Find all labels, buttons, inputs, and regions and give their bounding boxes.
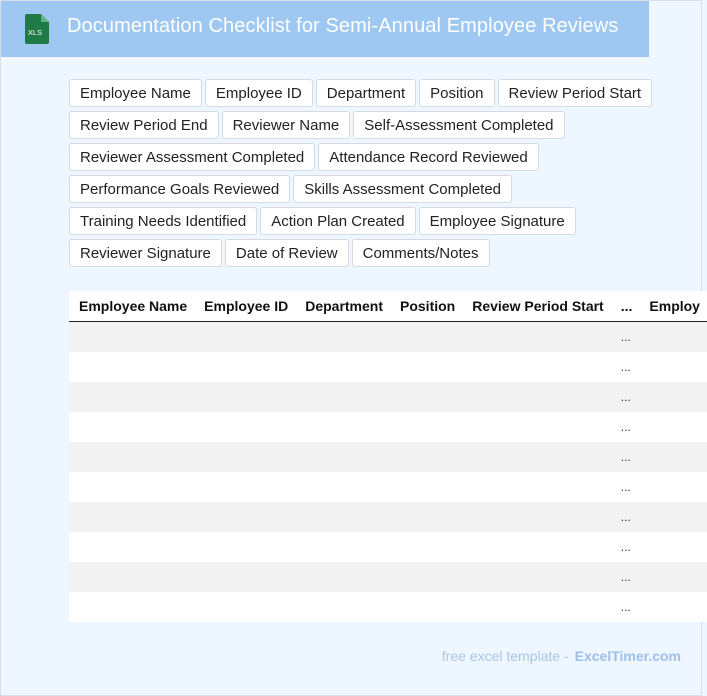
table-cell[interactable] <box>462 382 611 412</box>
page-title: Documentation Checklist for Semi-Annual Employee Reviews <box>67 15 619 37</box>
table-cell[interactable]: ... <box>611 532 640 562</box>
table-cell[interactable]: ... <box>611 442 640 472</box>
table-cell[interactable]: ... <box>611 382 640 412</box>
table-cell[interactable] <box>295 322 390 353</box>
table-cell[interactable] <box>295 442 390 472</box>
field-chip: Employee ID <box>205 79 313 107</box>
table-cell[interactable] <box>390 322 462 353</box>
table-cell[interactable] <box>69 382 194 412</box>
table-cell[interactable] <box>462 592 611 622</box>
column-header: Employee Name <box>69 291 194 322</box>
field-chip: Attendance Record Reviewed <box>318 143 538 171</box>
field-chip: Date of Review <box>225 239 349 267</box>
column-header: Review Period Start <box>462 291 611 322</box>
field-chip: Reviewer Name <box>222 111 351 139</box>
table-cell[interactable]: ... <box>611 592 640 622</box>
table-cell[interactable] <box>462 502 611 532</box>
table-row <box>69 382 707 412</box>
column-header: Employee ID <box>194 291 295 322</box>
table-cell[interactable] <box>295 412 390 442</box>
table-cell[interactable] <box>390 502 462 532</box>
table-cell[interactable] <box>390 442 462 472</box>
table-cell[interactable] <box>639 352 707 382</box>
table-cell[interactable] <box>462 562 611 592</box>
field-chip-list <box>69 79 701 267</box>
table-header-row <box>69 291 707 322</box>
field-chip: Review Period End <box>69 111 219 139</box>
table-cell[interactable] <box>194 502 295 532</box>
table-cell[interactable] <box>69 442 194 472</box>
table-cell[interactable] <box>639 382 707 412</box>
field-chip: Review Period Start <box>498 79 653 107</box>
table-cell[interactable] <box>69 352 194 382</box>
table-cell[interactable]: ... <box>611 502 640 532</box>
table-cell[interactable] <box>462 352 611 382</box>
footer-brand-link[interactable]: ExcelTimer.com <box>574 648 681 664</box>
table-cell[interactable] <box>194 592 295 622</box>
column-header: Department <box>295 291 390 322</box>
page-header <box>1 1 649 57</box>
table-cell[interactable] <box>462 412 611 442</box>
excel-file-icon <box>23 14 49 44</box>
table-cell[interactable] <box>69 532 194 562</box>
column-header: Position <box>390 291 462 322</box>
column-header: Employ <box>639 291 707 322</box>
table-cell[interactable] <box>639 562 707 592</box>
table-cell[interactable] <box>69 412 194 442</box>
table-cell[interactable] <box>639 532 707 562</box>
table-row <box>69 532 707 562</box>
table-cell[interactable] <box>194 532 295 562</box>
table-cell[interactable] <box>639 472 707 502</box>
table-cell[interactable] <box>194 352 295 382</box>
footer-text: free excel template - <box>441 648 569 664</box>
field-chip: Reviewer Signature <box>69 239 222 267</box>
table-cell[interactable] <box>194 322 295 353</box>
table-row <box>69 352 707 382</box>
table-cell[interactable] <box>295 592 390 622</box>
table-row <box>69 502 707 532</box>
table-cell[interactable] <box>390 562 462 592</box>
checklist-table <box>69 291 707 622</box>
table-cell[interactable] <box>295 382 390 412</box>
table-cell[interactable] <box>194 472 295 502</box>
table-cell[interactable] <box>69 592 194 622</box>
table-cell[interactable] <box>390 592 462 622</box>
table-cell[interactable]: ... <box>611 472 640 502</box>
table-row <box>69 442 707 472</box>
table-cell[interactable] <box>295 352 390 382</box>
table-cell[interactable] <box>462 532 611 562</box>
table-cell[interactable]: ... <box>611 322 640 353</box>
table-cell[interactable] <box>69 472 194 502</box>
table-cell[interactable] <box>390 382 462 412</box>
table-row <box>69 472 707 502</box>
table-cell[interactable] <box>390 352 462 382</box>
table-cell[interactable] <box>639 322 707 353</box>
table-cell[interactable] <box>639 442 707 472</box>
table-cell[interactable] <box>295 562 390 592</box>
table-cell[interactable] <box>390 412 462 442</box>
field-chip: Action Plan Created <box>260 207 415 235</box>
field-chip: Employee Signature <box>419 207 576 235</box>
field-chip: Employee Name <box>69 79 202 107</box>
table-cell[interactable] <box>295 532 390 562</box>
table-row <box>69 322 707 353</box>
field-chip: Reviewer Assessment Completed <box>69 143 315 171</box>
table-cell[interactable] <box>390 472 462 502</box>
footer <box>442 648 681 664</box>
table-row <box>69 562 707 592</box>
table-row <box>69 592 707 622</box>
table-cell[interactable] <box>462 322 611 353</box>
table-cell[interactable] <box>194 382 295 412</box>
table-cell[interactable] <box>69 562 194 592</box>
table-cell[interactable] <box>639 592 707 622</box>
data-table <box>69 291 700 622</box>
table-cell[interactable] <box>69 322 194 353</box>
table-cell[interactable] <box>194 442 295 472</box>
field-chip: Skills Assessment Completed <box>293 175 512 203</box>
table-cell[interactable] <box>194 562 295 592</box>
table-cell[interactable]: ... <box>611 352 640 382</box>
table-cell[interactable] <box>390 532 462 562</box>
table-cell[interactable]: ... <box>611 562 640 592</box>
field-chip: Position <box>419 79 494 107</box>
column-header: ... <box>611 291 640 322</box>
table-cell[interactable] <box>462 442 611 472</box>
table-cell[interactable] <box>295 502 390 532</box>
table-cell[interactable] <box>639 412 707 442</box>
field-chip: Self-Assessment Completed <box>353 111 564 139</box>
field-chip: Comments/Notes <box>352 239 490 267</box>
table-cell[interactable] <box>295 472 390 502</box>
table-cell[interactable]: ... <box>611 412 640 442</box>
field-chip: Performance Goals Reviewed <box>69 175 290 203</box>
table-cell[interactable] <box>194 412 295 442</box>
field-chip: Training Needs Identified <box>69 207 257 235</box>
table-cell[interactable] <box>69 502 194 532</box>
table-row <box>69 412 707 442</box>
field-chip: Department <box>316 79 416 107</box>
logo-text: XLS <box>27 28 43 37</box>
table-cell[interactable] <box>639 502 707 532</box>
table-cell[interactable] <box>462 472 611 502</box>
